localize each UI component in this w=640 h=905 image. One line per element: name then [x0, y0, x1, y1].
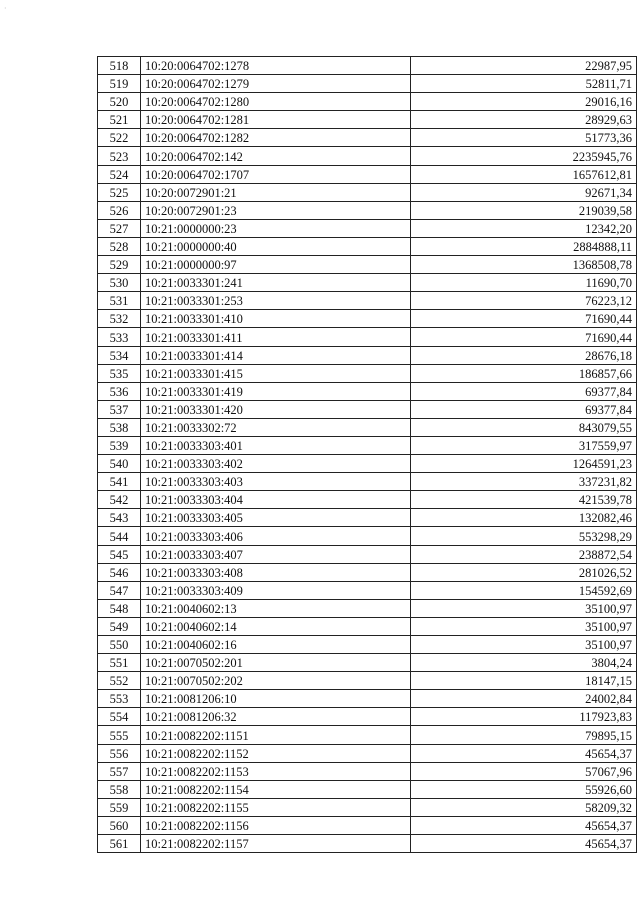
table-row	[98, 165, 637, 183]
table-row	[98, 292, 637, 310]
table-row	[98, 491, 637, 509]
table-row	[98, 93, 637, 111]
value-cell: 71690,44	[411, 310, 637, 328]
value-cell: 1264591,23	[411, 455, 637, 473]
row-number-cell: 558	[98, 780, 141, 798]
cadastral-number-cell: 10:20:0064702:1282	[141, 129, 411, 147]
row-number-cell: 537	[98, 400, 141, 418]
cadastral-number-cell: 10:20:0064702:1279	[141, 75, 411, 93]
cadastral-number-cell: 10:21:0033302:72	[141, 418, 411, 436]
table-row	[98, 527, 637, 545]
value-cell: 12342,20	[411, 219, 637, 237]
value-cell: 35100,97	[411, 599, 637, 617]
row-number-cell: 521	[98, 111, 141, 129]
cadastral-number-cell: 10:21:0033301:253	[141, 292, 411, 310]
cadastral-number-cell: 10:21:0082202:1152	[141, 744, 411, 762]
value-cell: 18147,15	[411, 672, 637, 690]
cadastral-number-cell: 10:20:0064702:1278	[141, 57, 411, 75]
cadastral-number-cell: 10:21:0081206:10	[141, 690, 411, 708]
table-row	[98, 636, 637, 654]
row-number-cell: 524	[98, 165, 141, 183]
value-cell: 219039,58	[411, 201, 637, 219]
cadastral-number-cell: 10:21:0033303:404	[141, 491, 411, 509]
value-cell: 76223,12	[411, 292, 637, 310]
row-number-cell: 520	[98, 93, 141, 111]
row-number-cell: 528	[98, 237, 141, 255]
value-cell: 69377,84	[411, 382, 637, 400]
cadastral-number-cell: 10:21:0000000:97	[141, 256, 411, 274]
cadastral-number-cell: 10:21:0033303:406	[141, 527, 411, 545]
cadastral-number-cell: 10:21:0033301:410	[141, 310, 411, 328]
cadastral-number-cell: 10:21:0082202:1154	[141, 780, 411, 798]
row-number-cell: 546	[98, 563, 141, 581]
cadastral-number-cell: 10:21:0040602:13	[141, 599, 411, 617]
table-row	[98, 780, 637, 798]
row-number-cell: 538	[98, 418, 141, 436]
value-cell: 28929,63	[411, 111, 637, 129]
table-row	[98, 183, 637, 201]
row-number-cell: 554	[98, 708, 141, 726]
row-number-cell: 542	[98, 491, 141, 509]
table-row	[98, 744, 637, 762]
table-row	[98, 672, 637, 690]
table-row	[98, 147, 637, 165]
value-cell: 28676,18	[411, 346, 637, 364]
row-number-cell: 536	[98, 382, 141, 400]
value-cell: 24002,84	[411, 690, 637, 708]
value-cell: 29016,16	[411, 93, 637, 111]
cadastral-value-table	[97, 56, 637, 853]
value-cell: 35100,97	[411, 636, 637, 654]
table-row	[98, 654, 637, 672]
value-cell: 2884888,11	[411, 237, 637, 255]
cadastral-number-cell: 10:21:0082202:1155	[141, 798, 411, 816]
cadastral-number-cell: 10:21:0033301:415	[141, 364, 411, 382]
value-cell: 238872,54	[411, 545, 637, 563]
value-cell: 92671,34	[411, 183, 637, 201]
value-cell: 421539,78	[411, 491, 637, 509]
table-row	[98, 690, 637, 708]
table-row	[98, 473, 637, 491]
value-cell: 58209,32	[411, 798, 637, 816]
row-number-cell: 550	[98, 636, 141, 654]
cadastral-number-cell: 10:21:0040602:14	[141, 617, 411, 635]
row-number-cell: 531	[98, 292, 141, 310]
row-number-cell: 561	[98, 835, 141, 853]
value-cell: 22987,95	[411, 57, 637, 75]
cadastral-number-cell: 10:21:0033301:411	[141, 328, 411, 346]
row-number-cell: 543	[98, 509, 141, 527]
row-number-cell: 556	[98, 744, 141, 762]
table-row	[98, 455, 637, 473]
table-row	[98, 418, 637, 436]
cadastral-number-cell: 10:20:0064702:142	[141, 147, 411, 165]
row-number-cell: 551	[98, 654, 141, 672]
row-number-cell: 548	[98, 599, 141, 617]
cadastral-number-cell: 10:21:0040602:16	[141, 636, 411, 654]
row-number-cell: 535	[98, 364, 141, 382]
cadastral-number-cell: 10:21:0070502:201	[141, 654, 411, 672]
table-row	[98, 509, 637, 527]
table-row	[98, 57, 637, 75]
cadastral-number-cell: 10:21:0033301:241	[141, 274, 411, 292]
value-cell: 281026,52	[411, 563, 637, 581]
table-row	[98, 563, 637, 581]
row-number-cell: 544	[98, 527, 141, 545]
row-number-cell: 553	[98, 690, 141, 708]
row-number-cell: 532	[98, 310, 141, 328]
table-row	[98, 111, 637, 129]
table-row	[98, 219, 637, 237]
table-row	[98, 310, 637, 328]
value-cell: 317559,97	[411, 436, 637, 454]
row-number-cell: 522	[98, 129, 141, 147]
table-row	[98, 237, 637, 255]
row-number-cell: 529	[98, 256, 141, 274]
value-cell: 553298,29	[411, 527, 637, 545]
cadastral-number-cell: 10:21:0033303:408	[141, 563, 411, 581]
value-cell: 69377,84	[411, 400, 637, 418]
table-row	[98, 274, 637, 292]
value-cell: 51773,36	[411, 129, 637, 147]
table-row	[98, 545, 637, 563]
table-row	[98, 816, 637, 834]
value-cell: 11690,70	[411, 274, 637, 292]
cadastral-number-cell: 10:21:0000000:23	[141, 219, 411, 237]
table-row	[98, 400, 637, 418]
value-cell: 337231,82	[411, 473, 637, 491]
row-number-cell: 540	[98, 455, 141, 473]
row-number-cell: 559	[98, 798, 141, 816]
row-number-cell: 541	[98, 473, 141, 491]
cadastral-number-cell: 10:20:0064702:1281	[141, 111, 411, 129]
value-cell: 45654,37	[411, 835, 637, 853]
value-cell: 3804,24	[411, 654, 637, 672]
cadastral-number-cell: 10:21:0000000:40	[141, 237, 411, 255]
value-cell: 52811,71	[411, 75, 637, 93]
cadastral-number-cell: 10:20:0064702:1707	[141, 165, 411, 183]
value-cell: 35100,97	[411, 617, 637, 635]
row-number-cell: 555	[98, 726, 141, 744]
table-row	[98, 798, 637, 816]
table-row	[98, 75, 637, 93]
value-cell: 45654,37	[411, 744, 637, 762]
cadastral-number-cell: 10:21:0033303:405	[141, 509, 411, 527]
cadastral-number-cell: 10:21:0082202:1156	[141, 816, 411, 834]
row-number-cell: 534	[98, 346, 141, 364]
cadastral-number-cell: 10:21:0033303:403	[141, 473, 411, 491]
value-cell: 1368508,78	[411, 256, 637, 274]
table-row	[98, 346, 637, 364]
table-row	[98, 617, 637, 635]
table-row	[98, 364, 637, 382]
value-cell: 55926,60	[411, 780, 637, 798]
value-cell: 57067,96	[411, 762, 637, 780]
row-number-cell: 545	[98, 545, 141, 563]
value-cell: 186857,66	[411, 364, 637, 382]
row-number-cell: 530	[98, 274, 141, 292]
value-cell: 843079,55	[411, 418, 637, 436]
table-row	[98, 328, 637, 346]
cadastral-number-cell: 10:21:0033303:407	[141, 545, 411, 563]
row-number-cell: 549	[98, 617, 141, 635]
table-body	[98, 57, 637, 853]
cadastral-number-cell: 10:21:0082202:1151	[141, 726, 411, 744]
cadastral-number-cell: 10:21:0033301:420	[141, 400, 411, 418]
row-number-cell: 525	[98, 183, 141, 201]
value-cell: 132082,46	[411, 509, 637, 527]
scan-margin-mark: ·	[4, 4, 7, 13]
table-row	[98, 726, 637, 744]
cadastral-number-cell: 10:21:0070502:202	[141, 672, 411, 690]
cadastral-number-cell: 10:20:0064702:1280	[141, 93, 411, 111]
table-row	[98, 835, 637, 853]
cadastral-number-cell: 10:21:0033301:414	[141, 346, 411, 364]
row-number-cell: 518	[98, 57, 141, 75]
value-cell: 71690,44	[411, 328, 637, 346]
cadastral-number-cell: 10:21:0033301:419	[141, 382, 411, 400]
cadastral-number-cell: 10:21:0033303:401	[141, 436, 411, 454]
row-number-cell: 560	[98, 816, 141, 834]
row-number-cell: 547	[98, 581, 141, 599]
row-number-cell: 523	[98, 147, 141, 165]
value-cell: 45654,37	[411, 816, 637, 834]
table-row	[98, 762, 637, 780]
table-row	[98, 201, 637, 219]
cadastral-number-cell: 10:21:0082202:1157	[141, 835, 411, 853]
row-number-cell: 557	[98, 762, 141, 780]
cadastral-number-cell: 10:20:0072901:21	[141, 183, 411, 201]
value-cell: 79895,15	[411, 726, 637, 744]
table-row	[98, 256, 637, 274]
cadastral-number-cell: 10:21:0081206:32	[141, 708, 411, 726]
table-row	[98, 581, 637, 599]
table-row	[98, 599, 637, 617]
cadastral-number-cell: 10:21:0033303:402	[141, 455, 411, 473]
table-row	[98, 708, 637, 726]
table-row	[98, 382, 637, 400]
value-cell: 117923,83	[411, 708, 637, 726]
cadastral-number-cell: 10:21:0082202:1153	[141, 762, 411, 780]
row-number-cell: 552	[98, 672, 141, 690]
row-number-cell: 526	[98, 201, 141, 219]
cadastral-number-cell: 10:20:0072901:23	[141, 201, 411, 219]
table-row	[98, 129, 637, 147]
value-cell: 1657612,81	[411, 165, 637, 183]
row-number-cell: 539	[98, 436, 141, 454]
row-number-cell: 519	[98, 75, 141, 93]
row-number-cell: 527	[98, 219, 141, 237]
value-cell: 154592,69	[411, 581, 637, 599]
value-cell: 2235945,76	[411, 147, 637, 165]
cadastral-number-cell: 10:21:0033303:409	[141, 581, 411, 599]
table-row	[98, 436, 637, 454]
row-number-cell: 533	[98, 328, 141, 346]
